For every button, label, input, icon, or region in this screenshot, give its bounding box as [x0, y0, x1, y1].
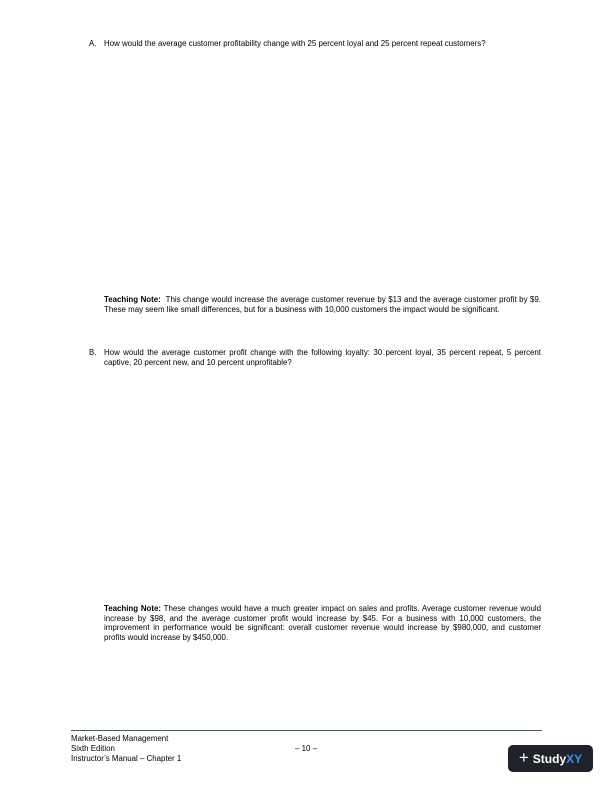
question-a-text: How would the average customer profitability change with 25 percent loyal and 25 percent repeat customers? — [104, 39, 486, 48]
watermark-text-accent: XY — [566, 751, 583, 766]
teaching-note-a — [104, 295, 541, 314]
page-number: – 10 – — [295, 744, 317, 753]
question-b-letter: B. — [89, 348, 97, 357]
teaching-note-a-text: This change would increase the average customer revenue by $13 and the average customer profit by $9. These may seem like small differences, but for a business with 10,000 customers the impact would be significant. — [104, 295, 541, 314]
question-a-letter: A. — [89, 39, 97, 48]
footer-edition: Sixth Edition — [71, 743, 115, 753]
teaching-note-b — [104, 604, 541, 642]
teaching-note-b-label: Teaching Note: — [104, 604, 161, 613]
watermark-text — [533, 753, 582, 765]
footer-manual: Instructor’s Manual – Chapter 1 — [71, 753, 182, 763]
footer-rule — [71, 730, 542, 731]
teaching-note-a-label: Teaching Note: — [104, 295, 161, 304]
plus-icon: + — [518, 748, 529, 767]
question-b — [89, 348, 541, 367]
question-a — [89, 39, 541, 49]
watermark-text-main: Study — [532, 751, 567, 766]
teaching-note-b-text: These changes would have a much greater impact on sales and profits. Average customer revenue would increase by $98, and the average customer profit would increase by $45. For a business with 10,000 customers, the improvement in performance would be significant: overall customer revenue would increase by $980,000, and customer profits would increase by $450,000. — [104, 604, 542, 642]
question-b-text: How would the average customer profit change with the following loyalty: 30 percent loyal, 35 percent repeat, 5 percent captive, 20 percent new, and 10 percent unprofitable? — [104, 348, 541, 367]
footer-book-title: Market-Based Management — [71, 734, 169, 743]
studyxy-watermark — [508, 745, 593, 772]
